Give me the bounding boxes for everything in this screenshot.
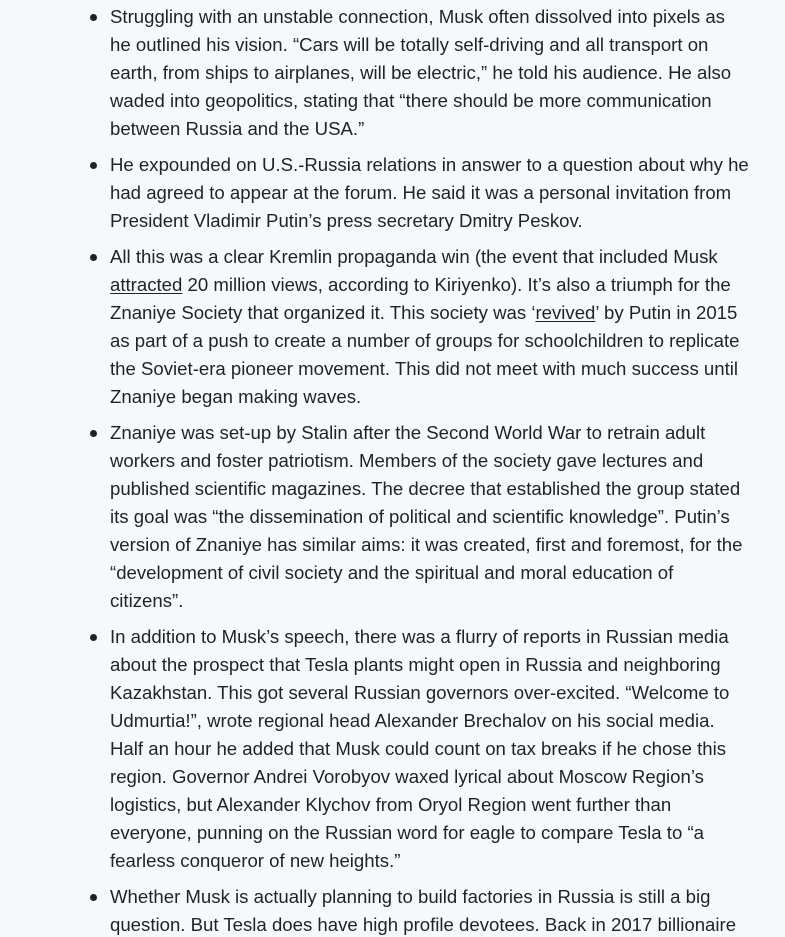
text-line: He expounded on U.S.-Russia relations in answer to a question about why he — [110, 154, 749, 175]
text-line: workers and foster patriotism. Members of the society gave lectures and — [110, 450, 704, 471]
text-line: he outlined his vision. “Cars will be totally self-driving and all transport on — [110, 34, 709, 55]
text-line: the Soviet-era pioneer movement. This did not meet with much success until — [110, 358, 739, 379]
bullet-item — [0, 151, 785, 235]
text-line: everyone, punning on the Russian word for eagle to compare Tesla to “a — [110, 822, 704, 843]
attracted-link[interactable]: attracted — [110, 274, 183, 295]
text-line: Udmurtia!”, wrote regional head Alexander Brechalov on his social media. — [110, 710, 715, 731]
text-line: Struggling with an unstable connection, Musk often dissolved into pixels as — [110, 6, 725, 27]
text-line: between Russia and the USA.” — [110, 118, 365, 139]
text-line: logistics, but Alexander Klychov from Oryol Region went further than — [110, 794, 672, 815]
text-line: Znaniye was set-up by Stalin after the Second World War to retrain adult — [110, 422, 706, 443]
text-line: had agreed to appear at the forum. He said it was a personal invitation from — [110, 182, 732, 203]
text-line — [110, 299, 771, 327]
bullet-item — [0, 419, 785, 615]
bullet-item — [0, 623, 785, 875]
bullet-item — [0, 883, 785, 937]
bullet-item — [0, 243, 785, 411]
text-fragment: 20 million views, according to Kiriyenko). It’s also a triumph for the — [182, 274, 731, 295]
text-line: version of Znaniye has similar aims: it was created, first and foremost, for the — [110, 534, 743, 555]
text-line: its goal was “the dissemination of political and scientific knowledge”. Putin’s — [110, 506, 730, 527]
text-line: as part of a push to create a number of groups for schoolchildren to replicate — [110, 330, 740, 351]
text-line: citizens”. — [110, 590, 184, 611]
text-line — [110, 271, 771, 299]
text-line: waded into geopolitics, stating that “there should be more communication — [110, 90, 712, 111]
text-line: fearless conqueror of new heights.” — [110, 850, 401, 871]
text-line: Kazakhstan. This got several Russian governors over-excited. “Welcome to — [110, 682, 730, 703]
text-line: Znaniye began making waves. — [110, 386, 362, 407]
text-line: published scientific magazines. The decree that established the group stated — [110, 478, 741, 499]
revived-link[interactable]: revived — [535, 302, 596, 323]
text-line: question. But Tesla does have high profile devotees. Back in 2017 billionaire — [110, 914, 737, 935]
text-line: President Vladimir Putin’s press secretary Dmitry Peskov. — [110, 210, 583, 231]
text-line: earth, from ships to airplanes, will be electric,” he told his audience. He also — [110, 62, 732, 83]
text-line: region. Governor Andrei Vorobyov waxed lyrical about Moscow Region’s — [110, 766, 704, 787]
bullet-item — [0, 3, 785, 143]
text-line: Whether Musk is actually planning to build factories in Russia is still a big — [110, 886, 711, 907]
text-line: In addition to Musk’s speech, there was a flurry of reports in Russian media — [110, 626, 729, 647]
text-fragment: Znaniye Society that organized it. This society was ‘ — [110, 302, 536, 323]
text-line: All this was a clear Kremlin propaganda win (the event that included Musk — [110, 246, 718, 267]
text-line: about the prospect that Tesla plants might open in Russia and neighboring — [110, 654, 721, 675]
text-line: Half an hour he added that Musk could count on tax breaks if he chose this — [110, 738, 727, 759]
text-line: “development of civil society and the spiritual and moral education of — [110, 562, 674, 583]
text-fragment: ’ by Putin in 2015 — [595, 302, 738, 323]
